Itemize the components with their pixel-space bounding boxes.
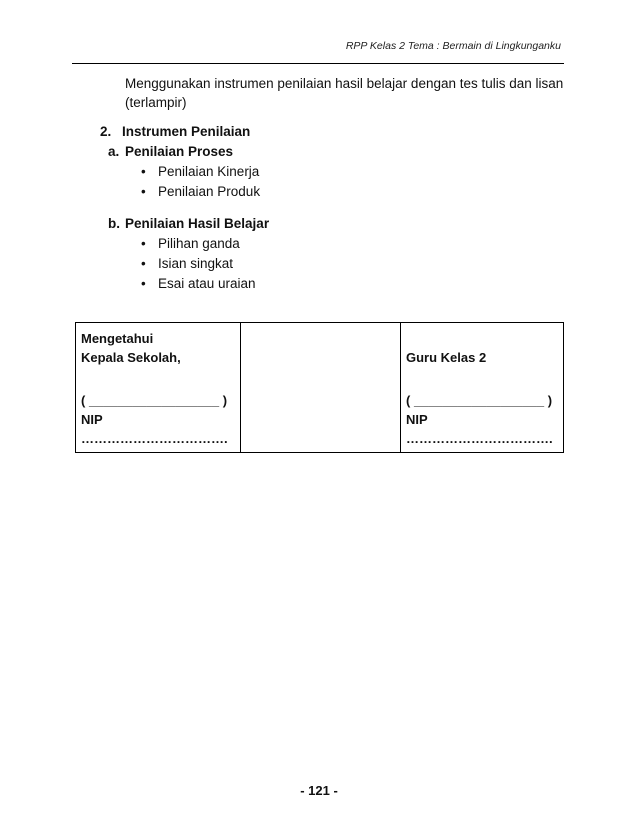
section-number: 2.: [100, 124, 112, 139]
bullet-icon: •: [141, 276, 146, 291]
running-header: RPP Kelas 2 Tema : Bermain di Lingkunganku: [345, 40, 561, 52]
list-item: [141, 256, 233, 271]
list-item: [141, 164, 259, 179]
signature-teacher-name-line: ( __________________ ): [406, 393, 553, 408]
intro-paragraph: [125, 74, 565, 112]
list-item-label: Pilihan ganda: [158, 236, 240, 251]
signature-teacher-nip: NIP …………………………….: [406, 412, 553, 446]
list-item-label: Penilaian Produk: [158, 184, 261, 199]
subheading-a-number: a.: [108, 144, 120, 159]
list-item-label: Isian singkat: [158, 256, 234, 271]
section-heading: [100, 124, 250, 139]
bullet-icon: •: [141, 256, 146, 271]
subheading-a: [108, 144, 233, 159]
subheading-b-number: b.: [108, 216, 120, 231]
intro-line-2: (terlampir): [125, 95, 187, 110]
signature-teacher-block: [406, 391, 563, 448]
bullet-icon: •: [141, 184, 146, 199]
subheading-b-title: Penilaian Hasil Belajar: [125, 216, 270, 231]
signature-principal-title: Kepala Sekolah,: [81, 350, 181, 365]
list-item-label: Penilaian Kinerja: [158, 164, 260, 179]
list-item: [141, 276, 256, 291]
signature-acknowledge-label: Mengetahui: [81, 331, 154, 346]
signature-teacher-title: Guru Kelas 2: [406, 350, 487, 365]
signature-table: [75, 322, 564, 453]
list-item: [141, 236, 240, 251]
subheading-b: [108, 216, 269, 231]
subheading-a-title: Penilaian Proses: [125, 144, 234, 159]
intro-line-1: Menggunakan instrumen penilaian hasil belajar dengan tes tulis dan lisan: [125, 76, 564, 91]
signature-principal-name-line: ( __________________ ): [81, 393, 228, 408]
signature-principal-block: [81, 391, 240, 448]
bullet-icon: •: [141, 164, 146, 179]
signature-cell-principal: [76, 323, 241, 453]
header-rule: [72, 63, 564, 64]
list-item-label: Esai atau uraian: [158, 276, 256, 291]
section-title: Instrumen Penilaian: [122, 124, 251, 139]
signature-cell-teacher: [401, 323, 564, 453]
page-number: - 121 -: [300, 783, 338, 798]
signature-principal-nip: NIP …………………………….: [81, 412, 228, 446]
signature-cell-middle: [241, 323, 401, 453]
list-item: [141, 184, 260, 199]
bullet-icon: •: [141, 236, 146, 251]
